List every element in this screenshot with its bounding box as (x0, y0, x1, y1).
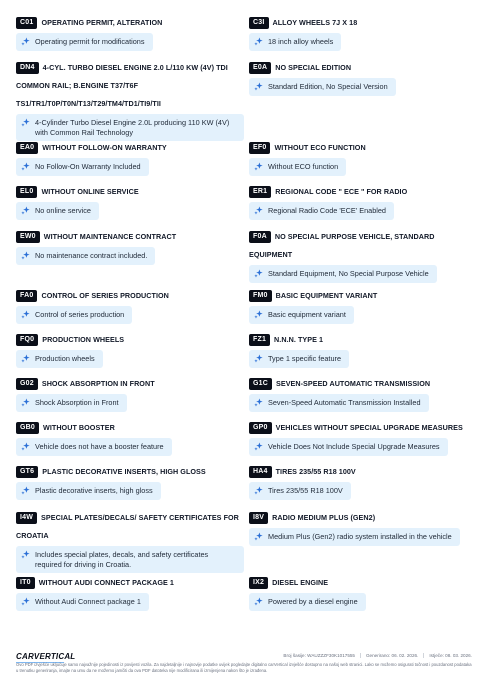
option-description-chip (16, 438, 172, 456)
option-description: No maintenance contract included. (35, 251, 148, 260)
option-title: RADIO MEDIUM PLUS (GEN2) (272, 513, 376, 522)
option-heading (16, 375, 244, 393)
option-description-chip (16, 247, 155, 265)
option-title: WITHOUT AUDI CONNECT PACKAGE 1 (38, 578, 174, 587)
option-description-chip (249, 306, 354, 324)
option-description: Tires 235/55 R18 100V (268, 486, 343, 495)
option-item (249, 375, 477, 412)
sparkle-icon (254, 398, 263, 407)
option-description: Shock Absorption in Front (35, 398, 119, 407)
option-code-badge: FQ0 (16, 334, 38, 346)
option-heading (249, 14, 477, 32)
option-heading (249, 331, 477, 349)
option-item (16, 139, 244, 176)
option-description: Plastic decorative inserts, high gloss (35, 486, 153, 495)
option-title: WITHOUT MAINTENANCE CONTRACT (43, 232, 177, 241)
option-item (249, 509, 477, 546)
option-heading (16, 228, 244, 246)
sparkle-icon (254, 37, 263, 46)
option-item (249, 574, 477, 611)
option-description: Powered by a diesel engine (268, 597, 358, 606)
option-item (249, 59, 477, 96)
option-heading (16, 139, 244, 157)
option-title: ALLOY WHEELS 7J X 18 (272, 18, 358, 27)
option-item (249, 331, 477, 368)
sparkle-icon (21, 354, 30, 363)
option-title: CONTROL OF SERIES PRODUCTION (41, 291, 169, 300)
meta-divider (423, 653, 424, 658)
sparkle-icon (21, 206, 30, 215)
option-title: SHOCK ABSORPTION IN FRONT (41, 379, 155, 388)
option-description-chip (16, 33, 153, 51)
option-heading (249, 419, 477, 437)
sparkle-icon (254, 162, 263, 171)
sparkle-icon (21, 37, 30, 46)
option-heading (16, 574, 244, 592)
sparkle-icon (254, 310, 263, 319)
option-title: REGIONAL CODE " ECE " FOR RADIO (275, 187, 408, 196)
option-description: Production wheels (35, 354, 95, 363)
option-description-chip (16, 158, 149, 176)
option-title: SEVEN-SPEED AUTOMATIC TRANSMISSION (276, 379, 431, 388)
option-title: SPECIAL PLATES/DECALS/ SAFETY CERTIFICATES FOR CROATIA (16, 513, 239, 540)
option-title: TIRES 235/55 R18 100V (275, 467, 356, 476)
option-description-chip (249, 482, 351, 500)
report-meta (283, 653, 472, 658)
option-code-badge: HA4 (249, 466, 272, 478)
option-title: N.N.N. TYPE 1 (274, 335, 324, 344)
option-description-chip (16, 482, 161, 500)
option-description: 4-Cylinder Turbo Diesel Engine 2.0L producing 110 KW (4V) with Common Rail Technology (35, 118, 230, 137)
option-heading (16, 509, 244, 545)
sparkle-icon (21, 597, 30, 606)
option-description-chip (249, 528, 460, 546)
option-item (16, 331, 244, 368)
option-title: OPERATING PERMIT, ALTERATION (41, 18, 163, 27)
option-description: Basic equipment variant (268, 310, 346, 319)
option-description: Medium Plus (Gen2) radio system installed in the vehicle (268, 532, 452, 541)
option-description-chip (249, 78, 396, 96)
option-code-badge: FA0 (16, 290, 37, 302)
option-description-chip (249, 593, 366, 611)
option-description-chip (16, 593, 149, 611)
option-heading (16, 183, 244, 201)
option-description: No online service (35, 206, 91, 215)
option-description-chip (16, 394, 127, 412)
option-heading (16, 331, 244, 349)
option-description-chip (249, 158, 346, 176)
sparkle-icon (254, 486, 263, 495)
option-description-chip (16, 202, 99, 220)
option-heading (16, 14, 244, 32)
option-description: Control of series production (35, 310, 125, 319)
option-heading (16, 59, 244, 113)
option-item (249, 183, 477, 220)
option-item (16, 419, 244, 456)
option-item (16, 59, 244, 141)
option-description: No Follow-On Warranty Included (35, 162, 141, 171)
option-item (249, 419, 477, 456)
sparkle-icon (254, 206, 263, 215)
option-description: Includes special plates, decals, and safety certificates required for driving in Croatia. (35, 550, 209, 569)
option-description-chip (249, 394, 429, 412)
sparkle-icon (254, 532, 263, 541)
sparkle-icon (21, 442, 30, 451)
sparkle-icon (21, 398, 30, 407)
option-title: DIESEL ENGINE (272, 578, 329, 587)
sparkle-icon (254, 82, 263, 91)
option-heading (249, 139, 477, 157)
option-item (249, 287, 477, 324)
option-heading (249, 463, 477, 481)
sparkle-icon (21, 310, 30, 319)
option-heading (249, 228, 477, 264)
sparkle-icon (21, 251, 30, 260)
option-code-badge: EL0 (16, 186, 37, 198)
option-code-badge: C3I (249, 17, 269, 29)
option-item (16, 463, 244, 500)
option-item (16, 183, 244, 220)
option-code-badge: C01 (16, 17, 37, 29)
sparkle-icon (21, 162, 30, 171)
sparkle-icon (21, 486, 30, 495)
option-heading (249, 287, 477, 305)
sparkle-icon (21, 550, 30, 559)
option-item (16, 228, 244, 265)
option-code-badge: I4W (16, 512, 37, 524)
option-code-badge: DN4 (16, 62, 39, 74)
meta-divider (360, 653, 361, 658)
option-item (16, 14, 244, 51)
option-description: Vehicle does not have a booster feature (35, 442, 164, 451)
option-item (249, 139, 477, 176)
option-code-badge: G1C (249, 378, 272, 390)
option-item (16, 509, 244, 573)
option-code-badge: E0A (249, 62, 271, 74)
option-description: Seven-Speed Automatic Transmission Installed (268, 398, 421, 407)
vin-number: Broj šasije: WAUZZZF30K1017555 (283, 653, 355, 658)
expiry-date: Istječe: 08. 03. 2026. (429, 653, 472, 658)
sparkle-icon (254, 442, 263, 451)
sparkle-icon (254, 354, 263, 363)
option-title: PLASTIC DECORATIVE INSERTS, HIGH GLOSS (42, 467, 206, 476)
option-title: VEHICLES WITHOUT SPECIAL UPGRADE MEASURES (275, 423, 463, 432)
option-code-badge: FZ1 (249, 334, 270, 346)
option-item (249, 14, 477, 51)
brand-logo: CARVERTICAL (16, 652, 76, 661)
option-code-badge: EF0 (249, 142, 270, 154)
option-heading (249, 574, 477, 592)
sparkle-icon (254, 269, 263, 278)
option-heading (16, 287, 244, 305)
sparkle-icon (254, 597, 263, 606)
option-item (16, 287, 244, 324)
option-code-badge: GT6 (16, 466, 38, 478)
option-item (16, 375, 244, 412)
option-description-chip (249, 33, 341, 51)
option-description-chip (16, 546, 244, 573)
option-description-chip (16, 350, 103, 368)
option-description: Vehicle Does Not Include Special Upgrade Measures (268, 442, 440, 451)
option-title: PRODUCTION WHEELS (42, 335, 125, 344)
option-title: WITHOUT ONLINE SERVICE (41, 187, 139, 196)
option-heading (249, 509, 477, 527)
option-description: Without ECO function (268, 162, 339, 171)
option-item (16, 574, 244, 611)
option-description: Type 1 specific feature (268, 354, 342, 363)
option-code-badge: ER1 (249, 186, 271, 198)
option-description-chip (16, 114, 244, 141)
option-heading (16, 419, 244, 437)
option-title: WITHOUT BOOSTER (43, 423, 115, 432)
option-heading (16, 463, 244, 481)
option-description: Operating permit for modifications (35, 37, 145, 46)
option-code-badge: IT0 (16, 577, 35, 589)
disclaimer-text: Ovo PDF izvješće uključuje samo najvažnije pojedinosti iz povijesti vozila. Za najdetaljnije i najnovije podatke uvijek pogledajte digitalno carVertical izvješće dostupno na našoj web stranici. Lako se možemo osigurati točnost i pouzdanost podataka u trenutku generiranja, imajte na umu da ne možemo jamčiti da ova PDF datoteka nije modificirana ili izmijenjena nakon što je izrađena. (16, 662, 472, 673)
option-description: Regional Radio Code 'ECE' Enabled (268, 206, 386, 215)
option-description-chip (249, 438, 448, 456)
option-item (249, 228, 477, 283)
generated-date: Generirano: 06. 02. 2026. (365, 653, 419, 658)
option-description: Standard Equipment, No Special Purpose Vehicle (268, 269, 429, 278)
option-description-chip (249, 202, 394, 220)
option-description-chip (249, 265, 437, 283)
option-description-chip (249, 350, 349, 368)
option-description: Standard Edition, No Special Version (268, 82, 388, 91)
option-code-badge: EW0 (16, 231, 40, 243)
sparkle-icon (21, 118, 30, 127)
option-code-badge: FM0 (249, 290, 272, 302)
option-code-badge: GB0 (16, 422, 39, 434)
option-title: BASIC EQUIPMENT VARIANT (275, 291, 378, 300)
option-heading (249, 59, 477, 77)
option-code-badge: F0A (249, 231, 271, 243)
option-title: WITHOUT FOLLOW-ON WARRANTY (42, 143, 167, 152)
option-code-badge: G02 (16, 378, 38, 390)
option-title: NO SPECIAL PURPOSE VEHICLE, STANDARD EQUIPMENT (249, 232, 435, 259)
option-description: Without Audi Connect package 1 (35, 597, 141, 606)
option-code-badge: GP0 (249, 422, 272, 434)
option-heading (249, 375, 477, 393)
option-item (249, 463, 477, 500)
option-code-badge: EA0 (16, 142, 38, 154)
option-title: NO SPECIAL EDITION (275, 63, 352, 72)
option-title: WITHOUT ECO FUNCTION (274, 143, 366, 152)
option-code-badge: IX2 (249, 577, 268, 589)
option-code-badge: I8V (249, 512, 268, 524)
option-title: 4-CYL. TURBO DIESEL ENGINE 2.0 L/110 KW (4V) TDI COMMON RAIL; B.ENGINE T37/T6F TS1/TR1/T0P/T0N/T13/T29/TM4/TD1/TI9/TII (16, 63, 228, 108)
option-heading (249, 183, 477, 201)
option-description: 18 inch alloy wheels (268, 37, 334, 46)
option-description-chip (16, 306, 132, 324)
